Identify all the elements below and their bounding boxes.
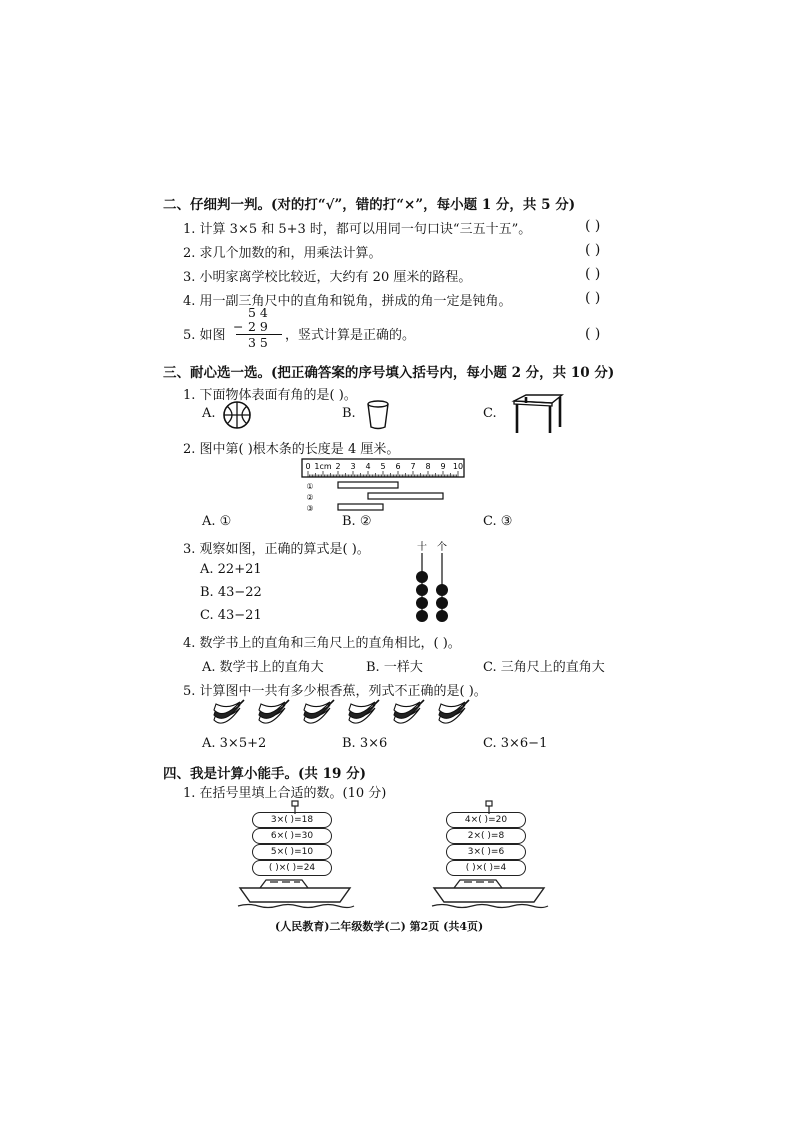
abacus-header: 个 xyxy=(437,542,447,553)
ruler-label: 5 xyxy=(380,462,386,471)
q2-option-b[interactable]: B. ② xyxy=(342,514,372,529)
q4-option-c[interactable]: C. 三角尺上的直角大 xyxy=(483,660,605,675)
judge-item-2: 2. 求几个加数的和，用乘法计算。 xyxy=(183,246,382,261)
right-equation-3[interactable]: 3×( )=6 xyxy=(446,844,526,860)
abacus-diagram xyxy=(410,540,456,622)
ruler-label: 8 xyxy=(425,462,431,471)
q5-option-b[interactable]: B. 3×6 xyxy=(342,736,388,751)
judge-item-5-prefix: 5. 如图 xyxy=(183,328,226,343)
answer-paren-5[interactable]: ( ) xyxy=(585,326,601,342)
abacus-bead xyxy=(436,584,448,596)
choice-q4: 4. 数学书上的直角和三角尺上的直角相比，( )。 xyxy=(183,636,461,651)
judge-item-4: 4. 用一副三角尺中的直角和锐角，拼成的角一定是钝角。 xyxy=(183,294,512,309)
boat-icon xyxy=(236,876,356,910)
answer-paren-1[interactable]: ( ) xyxy=(585,218,601,234)
right-equation-1[interactable]: 4×( )=20 xyxy=(446,812,526,828)
bar-mark: ② xyxy=(306,493,314,502)
left-equation-3[interactable]: 5×( )=10 xyxy=(252,844,332,860)
left-equation-4[interactable]: ( )×( )=24 xyxy=(252,860,332,876)
q2-option-a[interactable]: A. ① xyxy=(202,514,232,529)
ruler-label: 6 xyxy=(395,462,401,471)
basketball-icon xyxy=(222,400,252,430)
abacus-bead xyxy=(436,597,448,609)
ruler-label: 2 xyxy=(335,462,341,471)
answer-paren-3[interactable]: ( ) xyxy=(585,266,601,282)
vertical-calc-bottom: 3 5 xyxy=(248,335,268,350)
banana-bunch-icon xyxy=(394,700,424,723)
choice-q1: 1. 下面物体表面有角的是( )。 xyxy=(183,388,357,403)
left-equation-1[interactable]: 3×( )=18 xyxy=(252,812,332,828)
choice-q5: 5. 计算图中一共有多少根香蕉，列式不正确的是( )。 xyxy=(183,684,487,699)
q5-option-c[interactable]: C. 3×6−1 xyxy=(483,736,548,751)
section-3-title: 三、耐心选一选。(把正确答案的序号填入括号内，每小题 2 分，共 10 分) xyxy=(163,365,615,381)
q2-option-c[interactable]: C. ③ xyxy=(483,514,513,529)
ruler-label: 9 xyxy=(440,462,446,471)
ruler-label: 4 xyxy=(365,462,371,471)
wood-bar xyxy=(338,504,383,510)
banana-bunches xyxy=(210,696,472,732)
table-icon xyxy=(508,393,564,435)
q3-option-b[interactable]: B. 43−22 xyxy=(200,585,262,600)
banana-bunch-icon xyxy=(259,700,289,723)
q3-option-c[interactable]: C. 43−21 xyxy=(200,608,262,623)
ruler-label: 7 xyxy=(410,462,416,471)
abacus-bead xyxy=(436,610,448,622)
page-footer: (人民教育)二年级数学(二) 第2页 (共4页) xyxy=(275,920,484,933)
ruler-diagram xyxy=(300,458,466,516)
vertical-calc-middle: 2 9 xyxy=(248,319,268,334)
section-2-title: 二、仔细判一判。(对的打“√”，错的打“×”，每小题 1 分，共 5 分) xyxy=(163,197,576,213)
answer-paren-4[interactable]: ( ) xyxy=(585,290,601,306)
boat-icon xyxy=(430,876,550,910)
q4-option-b[interactable]: B. 一样大 xyxy=(366,660,423,675)
abacus-bead xyxy=(416,571,428,583)
section-4-title: 四、我是计算小能手。(共 19 分) xyxy=(163,766,366,782)
vertical-calc-top: 5 4 xyxy=(248,305,268,320)
q1-option-b[interactable]: B. xyxy=(342,406,356,421)
judge-item-3: 3. 小明家离学校比较近，大约有 20 厘米的路程。 xyxy=(183,270,472,285)
q1-option-c[interactable]: C. xyxy=(483,406,497,421)
judge-item-5-suffix: ，竖式计算是正确的。 xyxy=(285,328,416,343)
right-equation-4[interactable]: ( )×( )=4 xyxy=(446,860,526,876)
vertical-calc-minus: − xyxy=(233,319,244,334)
banana-bunch-icon xyxy=(304,700,334,723)
q5-option-a[interactable]: A. 3×5+2 xyxy=(202,736,267,751)
banana-bunch-icon xyxy=(214,700,244,723)
ruler-label: 1cm xyxy=(314,462,332,471)
choice-q3: 3. 观察如图，正确的算式是( )。 xyxy=(183,542,370,557)
q4-option-a[interactable]: A. 数学书上的直角大 xyxy=(202,660,324,675)
wood-bar xyxy=(368,493,443,499)
abacus-bead xyxy=(416,584,428,596)
choice-q2: 2. 图中第( )根木条的长度是 4 厘米。 xyxy=(183,442,400,457)
q1-option-a[interactable]: A. xyxy=(202,406,216,421)
abacus-bead xyxy=(416,610,428,622)
ruler-label: 0 xyxy=(305,462,311,471)
wood-bar xyxy=(338,482,398,488)
abacus-bead xyxy=(416,597,428,609)
right-equation-2[interactable]: 2×( )=8 xyxy=(446,828,526,844)
bar-mark: ③ xyxy=(306,504,314,513)
answer-paren-2[interactable]: ( ) xyxy=(585,242,601,258)
bar-mark: ① xyxy=(306,482,314,491)
banana-bunch-icon xyxy=(349,700,379,723)
q3-option-a[interactable]: A. 22+21 xyxy=(200,562,262,577)
left-equation-2[interactable]: 6×( )=30 xyxy=(252,828,332,844)
judge-item-1: 1. 计算 3×5 和 5+3 时，都可以用同一句口诀“三五十五”。 xyxy=(183,222,532,237)
ruler-label: 10 xyxy=(452,462,464,471)
cup-icon xyxy=(366,400,390,430)
ruler-label: 3 xyxy=(350,462,356,471)
abacus-header: 十 xyxy=(417,542,427,553)
banana-bunch-icon xyxy=(439,700,469,723)
fill-q1: 1. 在括号里填上合适的数。(10 分) xyxy=(183,786,387,801)
